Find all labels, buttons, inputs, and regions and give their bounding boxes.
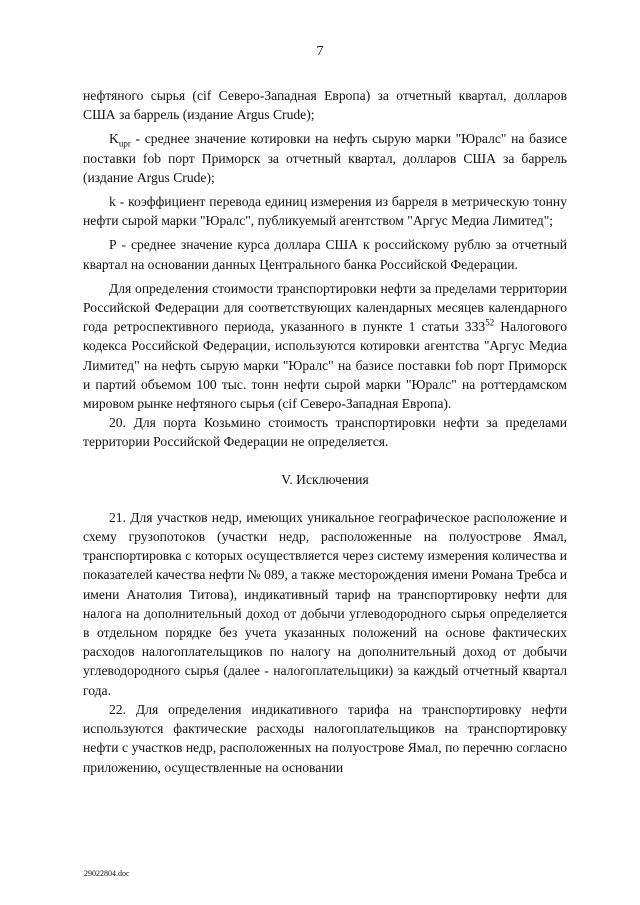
kurals-subscript: upr — [118, 139, 131, 150]
transport-cost-text-after: Налогового кодекса Российской Федерации, используются котировки агентства "Аргус Медиа Лимитед" на нефть сырую марки "Юралс" на базисе поставки fob порт Приморск и партий объемом 100 тыс. тонн нефти сырой марки "Юралс" на роттердамском мировом рынке нефтяного сырья (cif Северо-Западная Европа). — [83, 319, 568, 412]
article-superscript: 52 — [485, 317, 495, 328]
paragraph-transport-cost-abroad — [83, 279, 567, 413]
paragraph-k-definition: k - коэффициент перевода единиц измерения из барреля в метрическую тонну нефти сырой марки "Юралс", публикуемый агентством "Аргус Медиа Лимитед"; — [83, 194, 567, 229]
document-body — [83, 86, 567, 777]
paragraph-kurals-definition — [83, 129, 567, 187]
footer-filename: 29022804.doc — [84, 869, 130, 878]
paragraph-cif-continuation: нефтяного сырья (cif Северо-Западная Европа) за отчетный квартал, долларов США за баррель (издание Argus Crude); — [83, 88, 567, 123]
paragraph-p-definition: Р - среднее значение курса доллара США к российскому рублю за отчетный квартал на основании данных Центрального банка Российской Федерации. — [83, 237, 567, 272]
kurals-symbol: K — [109, 131, 119, 147]
kurals-text: - среднее значение котировки на нефть сырую марки "Юралс" на базисе поставки fob порт Приморск за отчетный квартал, долларов США за баррель (издание Argus Crude); — [83, 131, 567, 185]
transport-cost-text-before: Для определения стоимости транспортировки нефти за пределами территории Российской Федерации для соответствующих календарных месяцев календарного года ретроспективного периода, указанного в пункте 1 статьи 333 — [83, 280, 567, 335]
section-heading: V. Исключения — [281, 471, 369, 487]
paragraph-item-21: 21. Для участков недр, имеющих уникальное географическое расположение и схему грузопотоков (участки недр, расположенные на полуострове Ямал, транспортировка с которых осуществляется через систему измерения количества и показателей качества нефти № 089, а также месторождения имени Романа Требса и имени Анатолия Титова), индикативный тариф на транспортировку нефти для налога на дополнительный доход от добычи углеводородного сырья определяется в отдельном порядке без учета указанных положений на основе фактических расходов налогоплательщиков по налогу на дополнительный доход от добычи углеводородного сырья (далее - налогоплательщики) за каждый отчетный квартал года. — [83, 509, 567, 698]
page-number: 7 — [316, 44, 324, 59]
paragraph-item-22: 22. Для определения индикативного тарифа на транспортировку нефти используются фактические расходы налогоплательщиков на транспортировку нефти с участков недр, расположенных на полуострове Ямал, по перечню согласно приложению, осуществленные на основании — [83, 701, 567, 775]
paragraph-item-20: 20. Для порта Козьмино стоимость транспортировки нефти за пределами территории Российской Федерации не определяется. — [83, 415, 567, 450]
